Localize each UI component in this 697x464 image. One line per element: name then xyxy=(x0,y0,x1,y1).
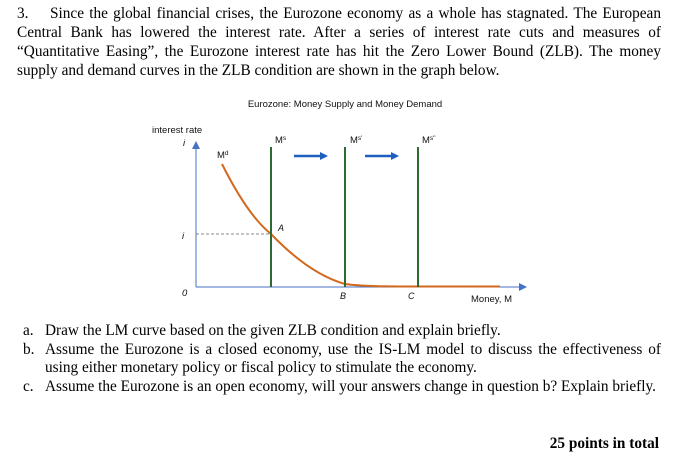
money-supply-label-3: $M^{s''}$ xyxy=(422,135,436,146)
y-tick-i: i xyxy=(182,231,185,242)
subquestion-a-marker: a. xyxy=(23,322,34,339)
subquestion-c xyxy=(23,378,661,396)
subquestion-b-marker: b. xyxy=(23,341,35,358)
subquestion-b xyxy=(23,341,661,377)
subquestion-a-text: Draw the LM curve based on the given ZLB condition and explain briefly. xyxy=(45,322,501,339)
question-number: 3. xyxy=(17,5,29,22)
money-supply-line-1 xyxy=(270,147,272,287)
question-paragraph xyxy=(17,4,661,80)
origin-label: 0 xyxy=(182,288,188,299)
money-supply-label-1: $M^s$ xyxy=(275,135,287,146)
money-supply-line-3 xyxy=(417,147,419,287)
point-b-label: B xyxy=(340,291,347,301)
question-text: Since the global financial crises, the Eurozone economy as a whole has stagnated. The European Central Bank has lowered the interest rate. After a series of interest rate cuts and measures of “Quantitative Easing”, the Eurozone interest rate has hit the Zero Lower Bound (ZLB). The money supply and demand curves in the ZLB condition are shown in the graph below. xyxy=(17,5,661,79)
subquestion-c-marker: c. xyxy=(23,378,34,395)
money-demand-curve xyxy=(222,164,500,287)
y-axis-label: interest rate xyxy=(152,125,203,136)
graph-title: Eurozone: Money Supply and Money Demand xyxy=(247,99,443,110)
subquestion-c-text: Assume the Eurozone is an open economy, will your answers change in question b? Explain briefly. xyxy=(45,378,657,395)
subquestion-a xyxy=(23,322,661,340)
point-c-label: C xyxy=(408,291,415,301)
money-supply-label-2: $M^{s'}$ xyxy=(350,135,363,146)
money-supply-line-2 xyxy=(344,147,346,287)
point-a-label: A xyxy=(278,223,285,233)
money-demand-label: $M^d$ xyxy=(217,150,229,161)
x-axis-label: Money, M xyxy=(471,294,513,305)
points-total: 25 points in total xyxy=(549,435,659,452)
y-axis-symbol: i xyxy=(183,138,186,149)
subquestion-b-text: Assume the Eurozone is a closed economy, use the IS-LM model to discuss the effectiveness of using either monetary policy or fiscal policy to stimulate the economy. xyxy=(45,341,661,376)
